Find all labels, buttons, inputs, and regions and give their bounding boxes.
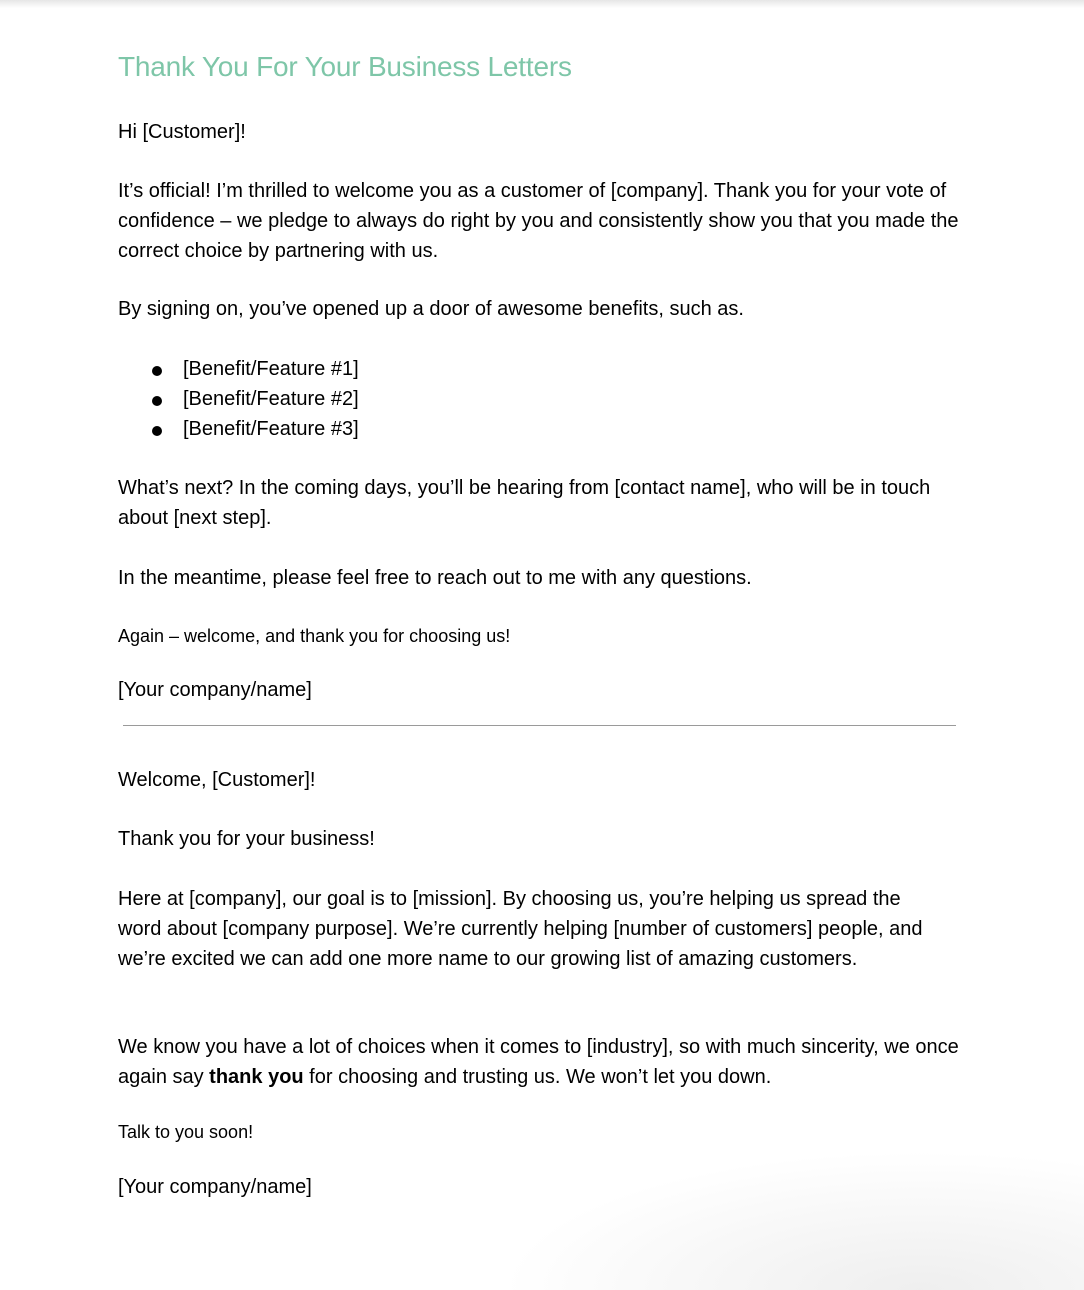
- benefit-label: [Benefit/Feature #3]: [183, 418, 359, 440]
- bullet-icon: [152, 366, 162, 376]
- paragraph-text: for choosing and trusting us. We won’t let you down.: [303, 1066, 772, 1088]
- letter1-greeting: Hi [Customer]!: [118, 121, 246, 143]
- letter1-paragraph-4: In the meantime, please feel free to reach out to me with any questions.: [118, 567, 752, 589]
- emphasis-thank-you: thank you: [209, 1066, 304, 1088]
- letter1-signature: [Your company/name]: [118, 679, 312, 701]
- benefit-label: [Benefit/Feature #2]: [183, 388, 359, 410]
- bullet-icon: [152, 396, 162, 406]
- letter1-paragraph-3: What’s next? In the coming days, you’ll be hearing from [contact name], who will be in touch about [next step].: [118, 477, 931, 529]
- list-item: [118, 384, 968, 414]
- letter2-closing: Talk to you soon!: [118, 1122, 254, 1142]
- bullet-icon: [152, 426, 162, 436]
- letter2-paragraph-1: Thank you for your business!: [118, 828, 375, 850]
- letter2-paragraph-2: Here at [company], our goal is to [mission]. By choosing us, you’re helping us spread the word about [company purpose]. We’re currently helping [number of customers] people, and we’re excited we can add one more name to our growing list of amazing customers.: [118, 888, 923, 970]
- page-shadow: [500, 1150, 1084, 1290]
- benefits-list: [118, 354, 968, 444]
- section-divider: [123, 725, 956, 726]
- letter2-signature: [Your company/name]: [118, 1176, 312, 1198]
- paragraph-text: We know you have a lot of choices when it comes to [industry], so with much sincerity, we once again say: [118, 1036, 959, 1088]
- list-item: [118, 414, 968, 444]
- benefit-label: [Benefit/Feature #1]: [183, 358, 359, 380]
- letter1-paragraph-2: By signing on, you’ve opened up a door of awesome benefits, such as.: [118, 298, 744, 320]
- list-item: [118, 354, 968, 384]
- letter1-closing: Again – welcome, and thank you for choosing us!: [118, 626, 511, 646]
- letter2-paragraph-3: [118, 1032, 968, 1092]
- page-title: Thank You For Your Business Letters: [118, 51, 572, 82]
- top-shadow: [0, 0, 1084, 8]
- letter1-paragraph-1: It’s official! I’m thrilled to welcome you as a customer of [company]. Thank you for your vote of confidence – we pledge to always do right by you and consistently show you that you made the correct choice by partnering with us.: [118, 180, 959, 262]
- letter2-greeting: Welcome, [Customer]!: [118, 769, 316, 791]
